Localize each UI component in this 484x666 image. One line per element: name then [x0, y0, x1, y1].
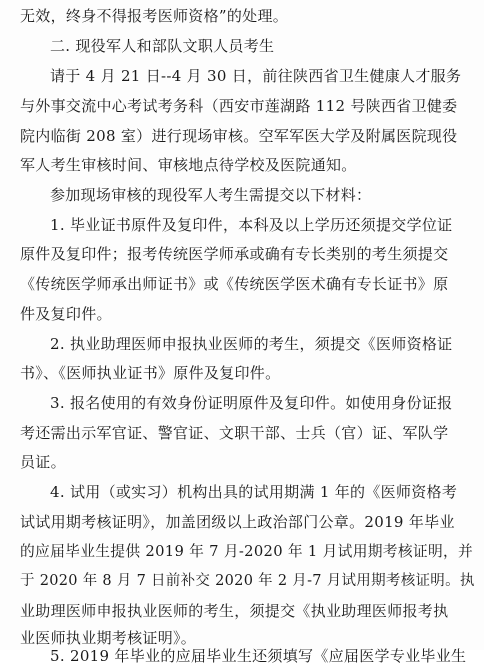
- text-line: 试试用期考核证明》，加盖团级以上政治部门公章。2019 年毕业: [20, 513, 455, 531]
- text-line: 《传统医学师承出师证书》或《传统医学医术确有专长证书》原: [20, 275, 449, 293]
- text-line: 请于 4 月 21 日--4 月 30 日，前往陕西省卫生健康人才服务: [50, 67, 462, 85]
- list-item-3: 3. 报名使用的有效身份证明原件及复印件。如使用身份证报: [50, 394, 453, 412]
- text-line: 院内临街 208 室）进行现场审核。空军军医大学及附属医院现役: [20, 127, 458, 145]
- text-line: 考还需出示军官证、警官证、文职干部、士兵（官）证、军队学: [20, 424, 449, 442]
- text-line: 员证。: [20, 453, 66, 471]
- text-line: 与外事交流中心考试考务科（西安市莲湖路 112 号陕西省卫健委: [20, 97, 458, 115]
- list-item-5: 5. 2019 年毕业的应届毕业生还须填写《应届医学专业毕业生: [50, 647, 467, 665]
- text-line: 书》、《医师执业证书》原件及复印件。: [20, 364, 281, 382]
- text-line: 件及复印件。: [20, 305, 112, 323]
- text-line: 原件及复印件；报考传统医学师承或确有专长类别的考生须提交: [20, 245, 449, 263]
- text-line: 业助理医师申报执业医师的考生，须提交《执业助理医师报考执: [20, 602, 449, 620]
- text-line: 于 2020 年 8 月 7 日前补交 2020 年 2 月-7 月试用期考核证明。执: [20, 573, 475, 589]
- section-heading: 二. 现役军人和部队文职人员考生: [50, 37, 275, 55]
- text-line: 参加现场审核的现役军人考生需提交以下材料：: [50, 186, 372, 204]
- list-item-1: 1. 毕业证书原件及复印件，本科及以上学历还须提交学位证: [50, 216, 453, 234]
- text-line: 业医师执业期考核证明》。: [20, 629, 197, 647]
- text-line: 无效，终身不得报考医师资格”的处理。: [20, 7, 289, 25]
- list-item-2: 2. 执业助理医师申报执业医师的考生，须提交《医师资格证: [50, 335, 453, 353]
- text-line: 的应届毕业生提供 2019 年 7 月-2020 年 1 月试用期考核证明，并: [20, 543, 474, 560]
- text-line: 军人考生审核时间、审核地点待学校及医院通知。: [20, 156, 357, 174]
- list-item-4: 4. 试用（或实习）机构出具的试用期满 1 年的《医师资格考: [50, 483, 458, 501]
